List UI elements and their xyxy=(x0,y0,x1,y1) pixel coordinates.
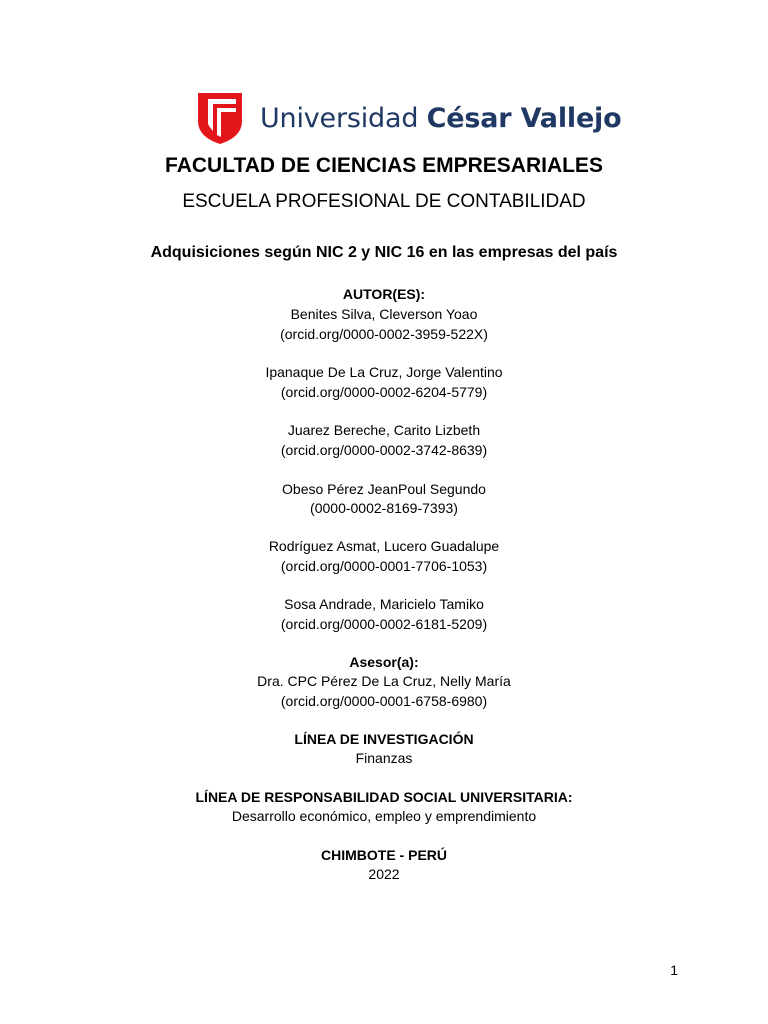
social-line: Desarrollo económico, empleo y emprendimiento xyxy=(231,808,537,824)
page-number: 1 xyxy=(670,962,678,978)
advisor-orcid: (orcid.org/0000-0001-6758-6980) xyxy=(280,693,488,709)
university-name-regular: Universidad xyxy=(260,102,419,134)
year: 2022 xyxy=(368,866,400,882)
author-name: Benites Silva, Cleverson Yoao xyxy=(290,306,478,322)
author-orcid: (orcid.org/0000-0002-3742-8639) xyxy=(280,442,488,458)
research-line: Finanzas xyxy=(355,750,413,766)
author-orcid: (orcid.org/0000-0001-7706-1053) xyxy=(280,558,488,574)
author-name: Obeso Pérez JeanPoul Segundo xyxy=(282,481,486,497)
place: CHIMBOTE - PERÚ xyxy=(321,847,447,863)
author-name: Ipanaque De La Cruz, Jorge Valentino xyxy=(265,364,503,380)
advisor-name: Dra. CPC Pérez De La Cruz, Nelly María xyxy=(257,673,511,689)
university-name-bold: César Vallejo xyxy=(426,102,622,134)
author-orcid: (0000-0002-8169-7393) xyxy=(310,500,458,516)
document-title: Adquisiciones según NIC 2 y NIC 16 en las empresas del país xyxy=(150,244,618,261)
authors-heading: AUTOR(ES): xyxy=(342,286,426,302)
faculty-heading: FACULTAD DE CIENCIAS EMPRESARIALES xyxy=(165,154,603,177)
author-name: Rodríguez Asmat, Lucero Guadalupe xyxy=(268,538,500,554)
university-shield-icon xyxy=(196,91,244,145)
advisor-heading: Asesor(a): xyxy=(349,654,419,670)
author-name: Juarez Bereche, Carito Lizbeth xyxy=(287,422,481,438)
school-heading: ESCUELA PROFESIONAL DE CONTABILIDAD xyxy=(182,191,586,212)
research-line-heading: LÍNEA DE INVESTIGACIÓN xyxy=(294,731,474,747)
author-orcid: (orcid.org/0000-0002-6181-5209) xyxy=(280,616,488,632)
social-line-heading: LÍNEA DE RESPONSABILIDAD SOCIAL UNIVERSITARIA: xyxy=(195,789,573,805)
author-orcid: (orcid.org/0000-0002-6204-5779) xyxy=(280,384,488,400)
author-name: Sosa Andrade, Maricielo Tamiko xyxy=(284,596,484,612)
university-logo xyxy=(196,90,621,146)
university-name xyxy=(260,103,621,134)
author-orcid: (orcid.org/0000-0002-3959-522X) xyxy=(280,326,488,342)
